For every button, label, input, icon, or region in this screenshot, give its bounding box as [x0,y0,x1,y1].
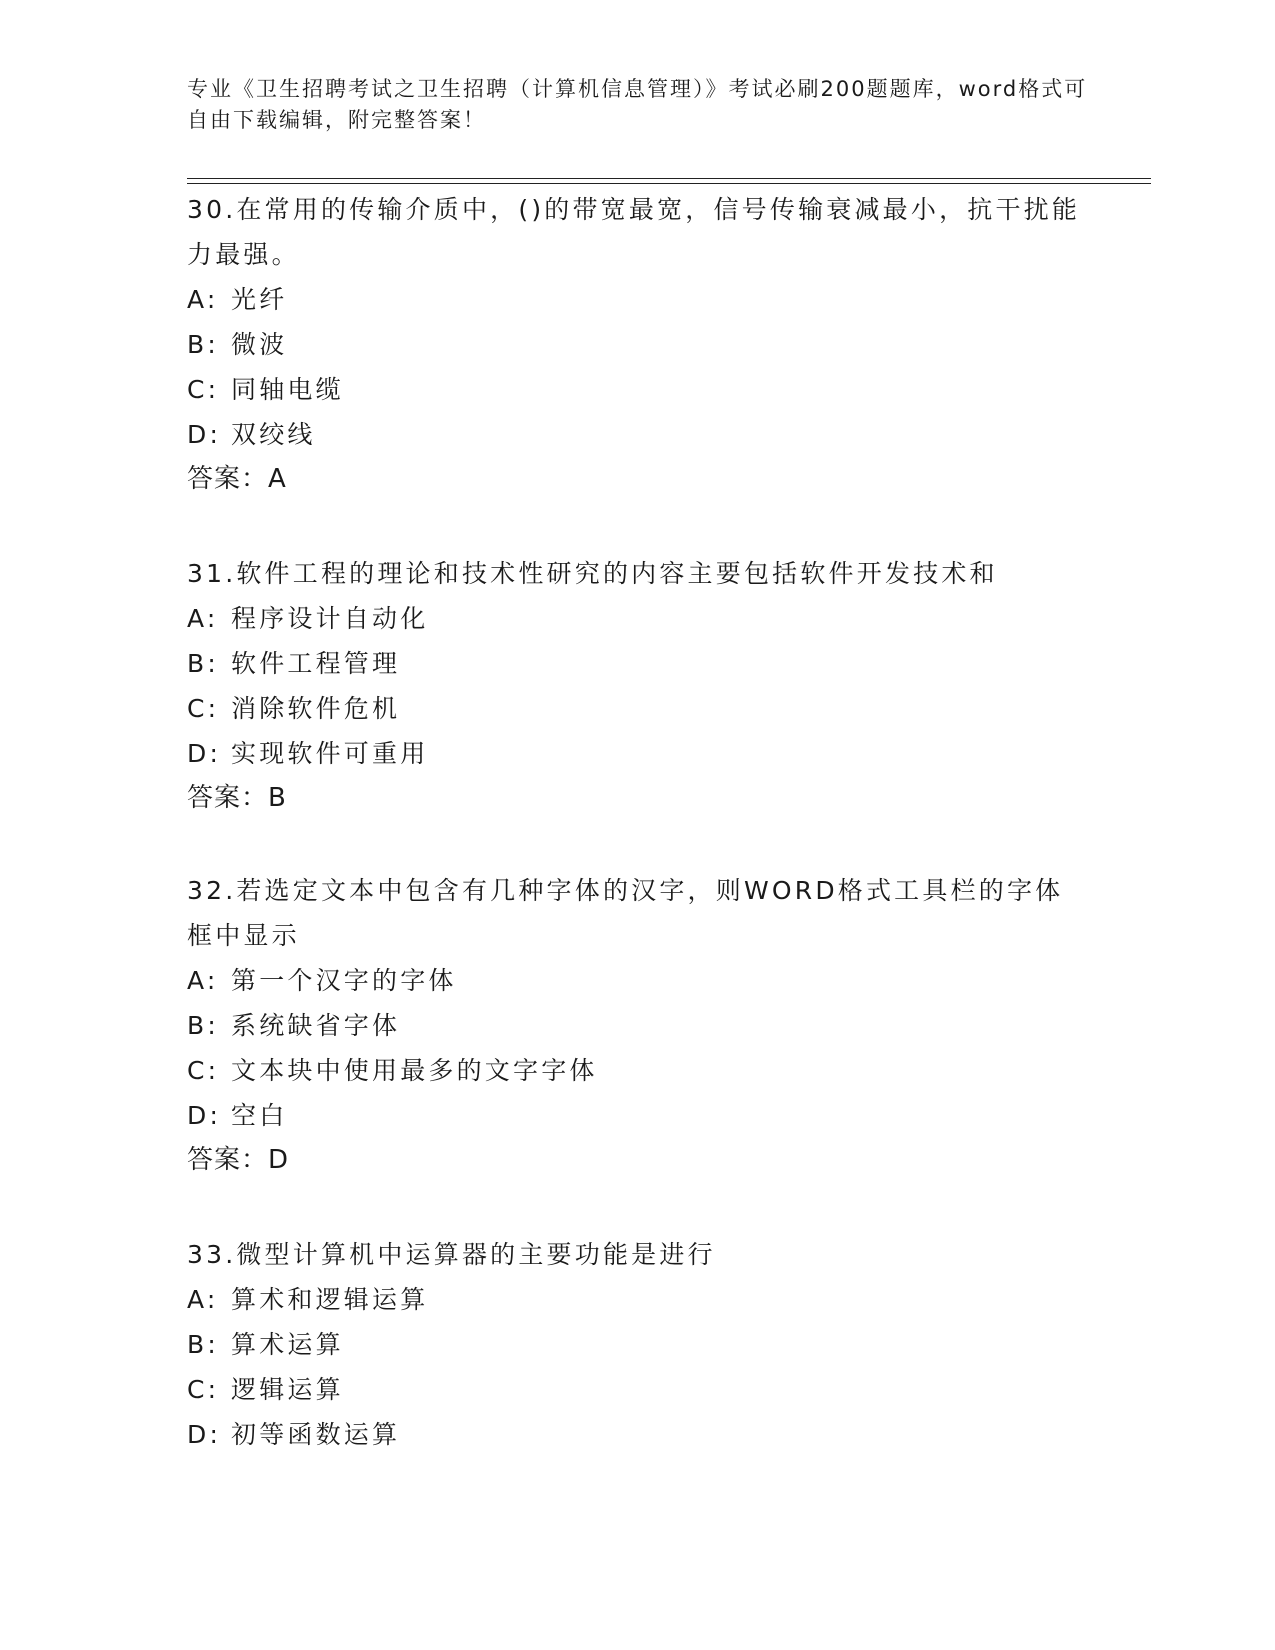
answer-line: 答案：B [187,783,287,813]
option-letter: C: [187,694,220,723]
option-letter: D: [187,1420,222,1449]
option-text: 系统缺省字体 [231,1011,401,1040]
option-letter: C: [187,1056,220,1085]
option-letter: C: [187,375,220,404]
option-letter: D: [187,1101,222,1130]
option-b [187,1322,1087,1367]
question-stem: 33.微型计算机中运算器的主要功能是进行 [187,1240,716,1269]
option-d [187,731,1087,776]
option-c [187,686,1087,731]
option-text: 算术运算 [231,1330,344,1359]
option-c [187,367,1087,412]
option-d [187,1412,1087,1457]
question-stem: 30.在常用的传输介质中，()的带宽最宽，信号传输衰减最小，抗干扰能力最强。 [187,195,1081,269]
option-text: 第一个汉字的字体 [231,966,457,995]
question-30 [187,187,1087,502]
option-b [187,641,1087,686]
document-header: 专业《卫生招聘考试之卫生招聘（计算机信息管理）》考试必刷200题题库，word格式可自由下载编辑，附完整答案！ [187,77,1088,132]
option-text: 消除软件危机 [231,694,401,723]
option-letter: D: [187,420,222,449]
option-a [187,596,1087,641]
option-text: 文本块中使用最多的文字字体 [231,1056,598,1085]
question-33 [187,1232,1087,1457]
answer-line: 答案：D [187,1145,290,1175]
header-rule-bottom [187,183,1151,184]
option-text: 双绞线 [231,420,316,449]
option-letter: B: [187,330,219,359]
option-letter: D: [187,739,222,768]
option-text: 软件工程管理 [231,649,401,678]
option-b [187,322,1087,367]
option-d [187,1093,1087,1138]
option-text: 算术和逻辑运算 [231,1285,429,1314]
option-c [187,1048,1087,1093]
option-letter: A: [187,604,219,633]
option-d [187,412,1087,457]
header-rule-top [187,178,1151,179]
question-32 [187,868,1087,1183]
option-a [187,1277,1087,1322]
option-text: 实现软件可重用 [231,739,429,768]
answer-line: 答案：A [187,464,287,494]
option-text: 光纤 [231,285,288,314]
option-letter: B: [187,649,219,678]
option-text: 微波 [231,330,288,359]
option-text: 逻辑运算 [231,1375,344,1404]
option-text: 同轴电缆 [231,375,344,404]
option-letter: A: [187,285,219,314]
option-text: 程序设计自动化 [231,604,429,633]
question-31 [187,551,1087,821]
option-a [187,958,1087,1003]
option-text: 空白 [231,1101,288,1130]
option-letter: B: [187,1330,219,1359]
option-letter: A: [187,1285,219,1314]
question-stem: 32.若选定文本中包含有几种字体的汉字，则WORD格式工具栏的字体框中显示 [187,876,1064,950]
option-a [187,277,1087,322]
option-b [187,1003,1087,1048]
option-text: 初等函数运算 [231,1420,401,1449]
question-stem: 31.软件工程的理论和技术性研究的内容主要包括软件开发技术和 [187,559,998,588]
option-letter: C: [187,1375,220,1404]
option-letter: B: [187,1011,219,1040]
option-c [187,1367,1087,1412]
option-letter: A: [187,966,219,995]
